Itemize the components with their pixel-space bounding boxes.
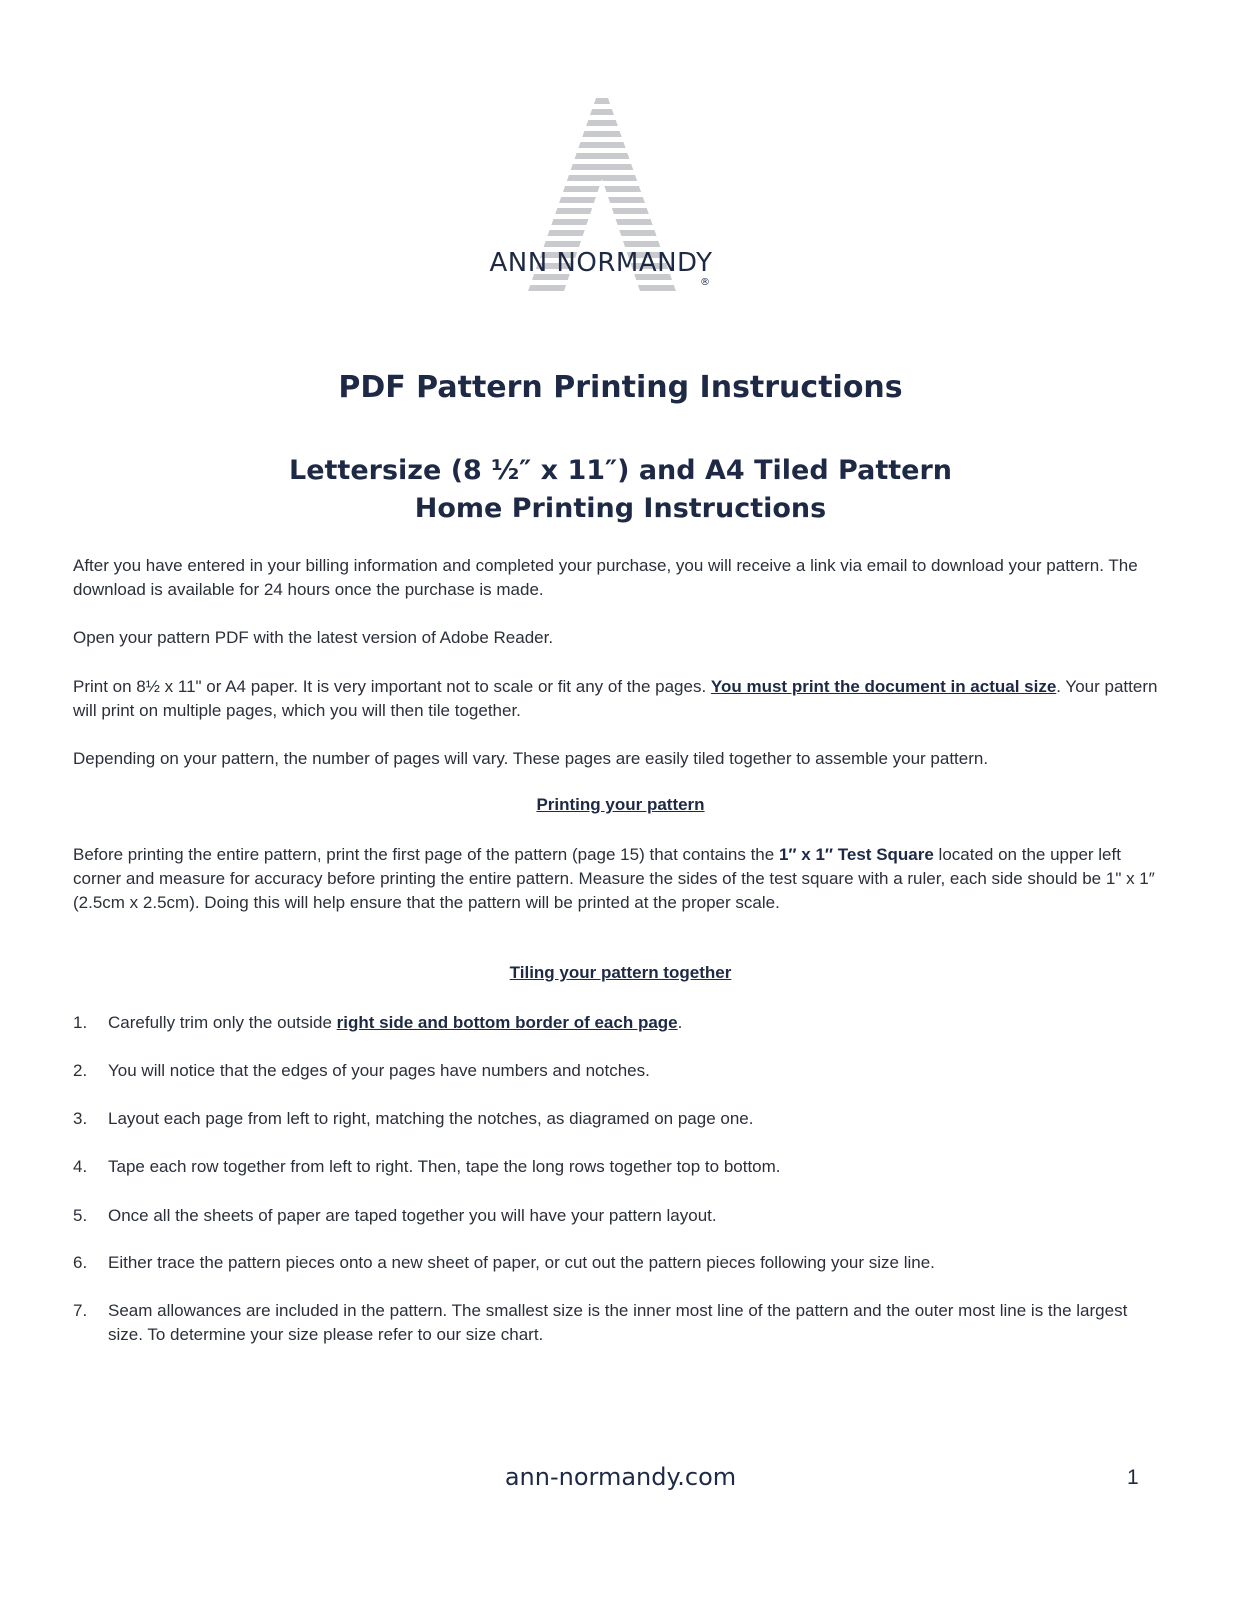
printing-paragraph	[73, 843, 1163, 915]
subtitle-line-1: Lettersize (8 ½″ x 11″) and A4 Tiled Pattern	[288, 455, 952, 486]
list-text: Either trace the pattern pieces onto a new sheet of paper, or cut out the pattern pieces following your size line.	[108, 1253, 935, 1272]
list-text: Tape each row together from left to right. Then, tape the long rows together top to bottom.	[108, 1157, 781, 1176]
brand-logo	[470, 95, 732, 300]
list-number: 4.	[73, 1157, 88, 1176]
subtitle-line-2: Home Printing Instructions	[414, 493, 827, 524]
page-subtitle	[0, 452, 1241, 528]
list-text: Seam allowances are included in the pattern. The smallest size is the inner most line of the pattern and the outer most line is the largest size. To determine your size please refer to our size chart.	[108, 1301, 1128, 1344]
list-item	[73, 1299, 1163, 1347]
registered-mark: ®	[700, 277, 710, 288]
footer-website: ann-normandy.com	[504, 1463, 737, 1491]
list-number: 1.	[73, 1013, 88, 1032]
test-square-label: 1″ x 1″ Test Square	[778, 845, 934, 864]
tiling-heading: Tiling your pattern together	[509, 963, 732, 982]
list-item	[73, 1011, 1163, 1035]
list-item	[73, 1251, 1163, 1275]
list-text: Once all the sheets of paper are taped together you will have your pattern layout.	[108, 1206, 717, 1225]
list-text: Layout each page from left to right, matching the notches, as diagramed on page one.	[108, 1109, 754, 1128]
print-size-text-a: Print on 8½ x 11" or A4 paper. It is very important not to scale or fit any of the pages.	[73, 677, 711, 696]
printing-heading: Printing your pattern	[536, 795, 705, 814]
item1-text-a: Carefully trim only the outside	[108, 1013, 337, 1032]
page-title: PDF Pattern Printing Instructions	[338, 370, 903, 405]
list-number: 3.	[73, 1109, 88, 1128]
list-number: 2.	[73, 1061, 88, 1080]
intro-paragraph: After you have entered in your billing information and completed your purchase, you will receive a link via email to download your pattern. The download is available for 24 hours once the purchase is made.	[73, 556, 1138, 599]
actual-size-emphasis: You must print the document in actual size	[710, 677, 1057, 696]
printing-text-a: Before printing the entire pattern, print the first page of the pattern (page 15) that contains the	[73, 845, 779, 864]
logo-brand-name: ANN NORMANDY	[489, 248, 713, 278]
list-text	[108, 1011, 1163, 1035]
list-number: 6.	[73, 1253, 88, 1272]
list-item	[73, 1107, 1163, 1131]
list-item	[73, 1155, 1163, 1179]
page-number: 1	[1127, 1466, 1139, 1489]
trim-border-emphasis: right side and bottom border of each page	[336, 1013, 678, 1032]
list-number: 7.	[73, 1301, 88, 1320]
printing-text-b: located on the upper left corner and measure for accuracy before printing the entire pattern. Measure the sides of the test square with a ruler, each side should be 1" x 1″ (2.5cm x 2.5cm). Doing this will help ensure that the pattern will be printed at the proper scale.	[73, 845, 1155, 912]
list-number: 5.	[73, 1206, 88, 1225]
page-count-paragraph: Depending on your pattern, the number of pages will vary. These pages are easily tiled together to assemble your pattern.	[73, 749, 989, 768]
print-size-paragraph	[73, 675, 1163, 723]
list-item	[73, 1059, 1163, 1083]
adobe-paragraph: Open your pattern PDF with the latest version of Adobe Reader.	[73, 628, 554, 647]
list-item	[73, 1204, 1163, 1228]
list-text: You will notice that the edges of your pages have numbers and notches.	[108, 1061, 650, 1080]
print-size-text-b: . Your pattern will print on multiple pages, which you will then tile together.	[73, 677, 1158, 720]
item1-text-b: .	[677, 1013, 683, 1032]
